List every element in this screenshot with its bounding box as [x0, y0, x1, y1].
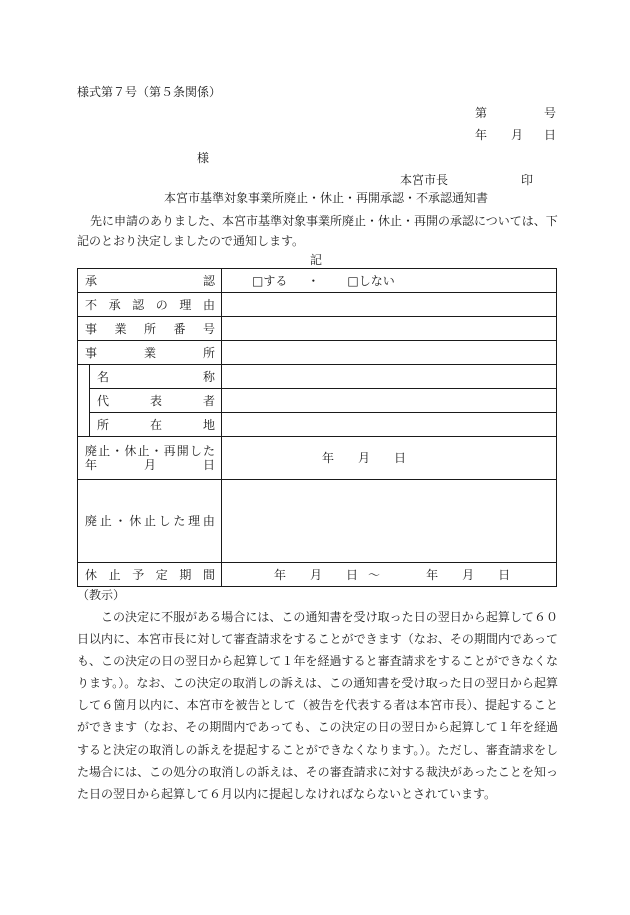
header-date-day: 日 [544, 128, 557, 142]
rep-value[interactable] [222, 389, 557, 413]
row-office-number [78, 317, 557, 341]
period-from-year: 年 [274, 567, 287, 582]
intro-line-1: 先に申請のありました、本宮市基準対象事業所廃止・休止・再開の承認については、下 [90, 214, 558, 228]
date-label-cell [78, 437, 222, 480]
header-date-month: 月 [511, 128, 524, 142]
date-label-line1: 廃 止 ・ 休 止 ・ 再 開 し た [85, 444, 215, 458]
period-from-day: 日 [346, 567, 359, 582]
details-table [77, 268, 557, 587]
reason-value[interactable] [222, 480, 557, 563]
period-to-month: 月 [462, 567, 475, 582]
rep-label: 代 表 者 [97, 393, 215, 408]
notice-text: この決定に不服がある場合には、この通知書を受け取った日の翌日から起算して６０日以内に、本宮市長に対して審査請求をすることができます（なお、その期間内であっても、この決定の日の翌日から起算して１年を経過すると審査請求をすることができなくなります。）。なお、この決定の取消しの訴えは、この通知書を受け取った日の翌日から起算して６箇月以内に、本宮市を被告として（被告を代表する者は本宮市長）、提起することができます（なお、その期間内であっても、この決定の日の翌日から起算して１年を経過すると決定の取消しの訴えを提起することができなくなります。）。ただし、審査請求をした場合には、この処分の取消しの訴えは、その審査請求に対する裁決があったことを知った日の翌日から起算して６月以内に提起しなければならないとされています。 [77, 610, 558, 801]
reason-label-cell [78, 480, 222, 563]
date-label-line2: 年 月 日 [85, 458, 215, 472]
seal-mark: 印 [521, 173, 534, 187]
approval-label: 承 認 [85, 273, 215, 288]
period-to-day: 日 [498, 567, 511, 582]
option-separator: ・ [307, 273, 320, 288]
name-label: 名 称 [97, 369, 215, 384]
ki-heading: 記 [310, 253, 323, 267]
form-number: 様式第７号（第５条関係） [77, 85, 222, 99]
number-go: 号 [544, 106, 557, 120]
period-value-cell[interactable] [222, 563, 557, 587]
denial-reason-label-cell [78, 293, 222, 317]
reason-label: 廃 止 ・ 休 止 し た 理 由 [85, 514, 215, 528]
office-number-label-cell [78, 317, 222, 341]
period-label-cell [78, 563, 222, 587]
row-address [78, 413, 557, 437]
office-label: 事 業 所 [85, 345, 215, 360]
office-indent-cell [78, 365, 90, 437]
office-value [222, 341, 557, 365]
approval-value-cell [222, 269, 557, 293]
document-title: 本宮市基準対象事業所廃止・休止・再開承認・不承認通知書 [164, 191, 489, 205]
address-label-cell [90, 413, 222, 437]
row-representative [78, 389, 557, 413]
address-label: 所 在 地 [97, 417, 215, 432]
office-number-label: 事 業 所 番 号 [85, 321, 215, 336]
row-name [78, 365, 557, 389]
denial-reason-value[interactable] [222, 293, 557, 317]
deny-checkbox-option[interactable]: □しない [347, 273, 395, 288]
issuer-name: 本宮市長 [400, 173, 449, 187]
number-dai: 第 [475, 106, 488, 120]
row-denial-reason [78, 293, 557, 317]
denial-reason-label: 不 承 認 の 理 由 [85, 297, 215, 312]
rep-label-cell [90, 389, 222, 413]
approval-label-cell [78, 269, 222, 293]
row-reason [78, 480, 557, 563]
date-month: 月 [358, 451, 371, 465]
date-day: 日 [394, 451, 407, 465]
name-label-cell [90, 365, 222, 389]
office-label-cell [78, 341, 222, 365]
period-from-month: 月 [310, 567, 323, 582]
approve-checkbox-option[interactable]: □する [252, 273, 288, 288]
date-year: 年 [322, 451, 335, 465]
period-tilde: ～ [368, 567, 381, 582]
row-approval [78, 269, 557, 293]
intro-line-2: 記のとおり決定しましたので通知します。 [77, 234, 305, 248]
period-label: 休 止 予 定 期 間 [85, 567, 215, 582]
row-period [78, 563, 557, 587]
date-value-cell[interactable] [222, 437, 557, 480]
name-value[interactable] [222, 365, 557, 389]
period-to-year: 年 [426, 567, 439, 582]
address-value[interactable] [222, 413, 557, 437]
row-office [78, 341, 557, 365]
office-number-value[interactable] [222, 317, 557, 341]
addressee-sama: 様 [197, 151, 210, 165]
notice-heading: （教示） [77, 588, 126, 602]
row-date [78, 437, 557, 480]
header-date-year: 年 [475, 128, 488, 142]
